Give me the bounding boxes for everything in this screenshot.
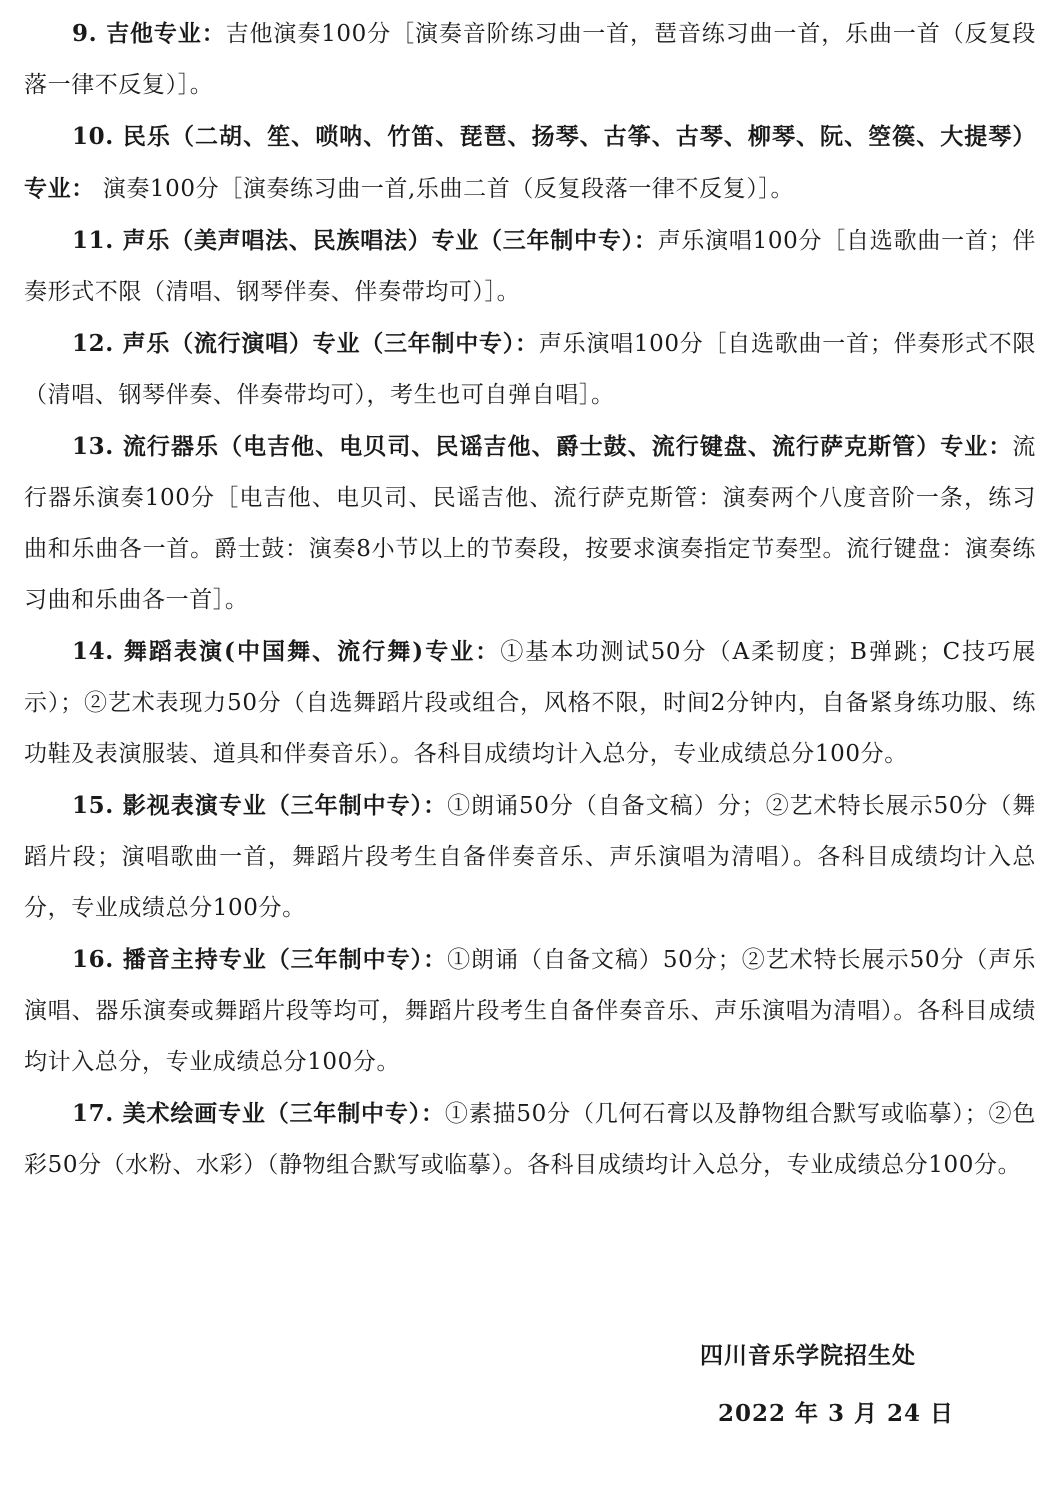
- item-heading: 9. 吉他专业：: [72, 20, 226, 47]
- item-text: ①素描50分（几何石膏以及静物组合默写或临摹）；②色彩50分（水粉、水彩）（静物组合默写或临摹）。各科目成绩均计入总分，专业成绩总分100分。: [24, 1101, 1036, 1178]
- item-pop-vocal: [24, 318, 1036, 421]
- item-vocal: [24, 215, 1036, 318]
- item-heading: 17. 美术绘画专业（三年制中专）：: [72, 1100, 445, 1127]
- item-text: ①朗诵50分（自备文稿）分；②艺术特长展示50分（舞蹈片段；演唱歌曲一首，舞蹈片段考生自备伴奏音乐、声乐演唱为清唱）。各科目成绩均计入总分，专业成绩总分100分。: [24, 793, 1036, 921]
- item-text: 演奏100分［演奏练习曲一首,乐曲二首（反复段落一律不反复）］。: [94, 176, 795, 202]
- item-text: 声乐演唱100分［自选歌曲一首；伴奏形式不限（清唱、钢琴伴奏、伴奏带均可）］。: [24, 228, 1036, 305]
- item-heading: 14. 舞蹈表演(中国舞、流行舞)专业：: [72, 638, 501, 665]
- item-text: ①基本功测试50分（A柔韧度；B弹跳；C技巧展示）；②艺术表现力50分（自选舞蹈片段或组合，风格不限，时间2分钟内，自备紧身练功服、练功鞋及表演服装、道具和伴奏音乐）。各科目成绩均计入总分，专业成绩总分100分。: [24, 639, 1036, 767]
- item-text: ①朗诵（自备文稿）50分；②艺术特长展示50分（声乐演唱、器乐演奏或舞蹈片段等均可，舞蹈片段考生自备伴奏音乐、声乐演唱为清唱）。各科目成绩均计入总分，专业成绩总分100分。: [24, 947, 1036, 1075]
- signature-date: 2022 年 3 月 24 日: [718, 1400, 955, 1427]
- item-heading: 11. 声乐（美声唱法、民族唱法）专业（三年制中专）：: [72, 227, 658, 254]
- item-broadcasting: [24, 934, 1036, 1088]
- item-heading: 16. 播音主持专业（三年制中专）：: [72, 946, 448, 973]
- item-heading: 13. 流行器乐（电吉他、电贝司、民谣吉他、爵士鼓、流行键盘、流行萨克斯管）专业：: [72, 433, 1013, 460]
- item-fine-art: [24, 1088, 1036, 1191]
- item-pop-instruments: [24, 421, 1036, 626]
- item-dance: [24, 626, 1036, 780]
- item-heading: 12. 声乐（流行演唱）专业（三年制中专）：: [72, 330, 539, 357]
- item-folk-instruments: [24, 111, 1036, 215]
- item-text: 流行器乐演奏100分［电吉他、电贝司、民谣吉他、流行萨克斯管：演奏两个八度音阶一条，练习曲和乐曲各一首。爵士鼓：演奏8小节以上的节奏段，按要求演奏指定节奏型。流行键盘：演奏练习曲和乐曲各一首］。: [24, 434, 1036, 613]
- item-heading: 15. 影视表演专业（三年制中专）：: [72, 792, 448, 819]
- item-text: 声乐演唱100分［自选歌曲一首；伴奏形式不限（清唱、钢琴伴奏、伴奏带均可），考生也可自弹自唱］。: [24, 331, 1036, 408]
- item-guitar: [24, 8, 1036, 111]
- item-text: 吉他演奏100分［演奏音阶练习曲一首，琶音练习曲一首，乐曲一首（反复段落一律不反复）］。: [24, 21, 1036, 98]
- document-body: [24, 8, 1036, 1191]
- item-heading: 10. 民乐（二胡、笙、唢呐、竹笛、琵琶、扬琴、古筝、古琴、柳琴、阮、箜篌、大提琴）专业：: [24, 123, 1036, 202]
- signature-organization: 四川音乐学院招生处: [700, 1342, 916, 1369]
- item-film-acting: [24, 780, 1036, 934]
